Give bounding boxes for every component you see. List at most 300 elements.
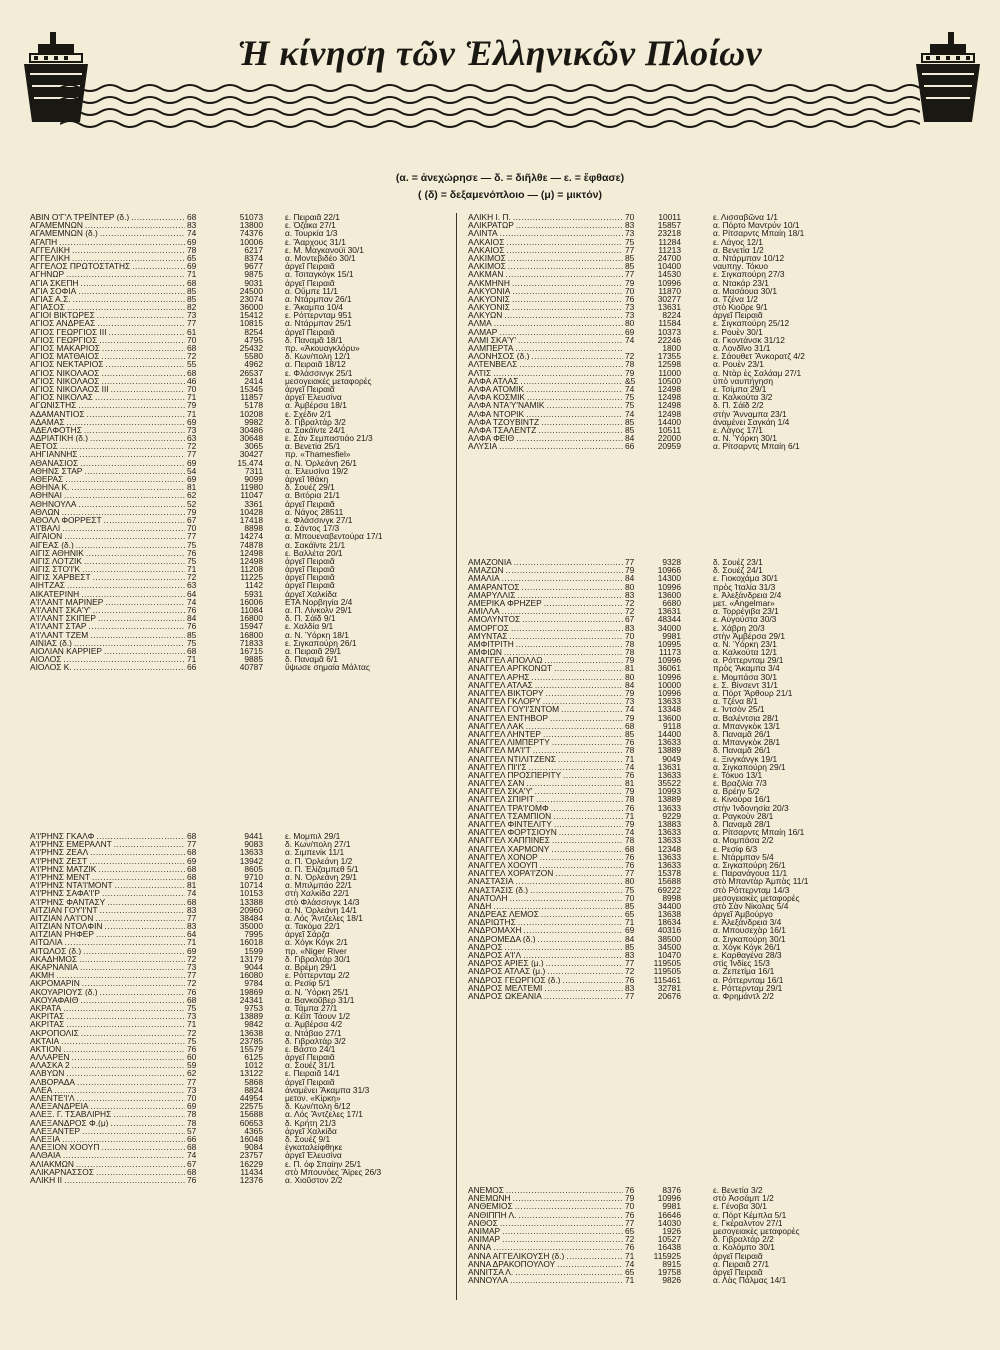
ship-list-block [30, 832, 480, 1184]
ship-name: ΑΘΗΝΑ Κ. ..... [30, 483, 185, 491]
movement-status: α. Π. Ἐλίζαμπεθ 5/1 [285, 863, 359, 874]
build-year: 73 [187, 1011, 197, 1022]
ship-name: ΑΝΝΙΤΣΑ Λ. ..... [468, 1268, 623, 1276]
movement-status: πρὸς Ἰταλία 31/3 [713, 581, 776, 592]
ship-name: ΑΙΓΙΣ ΛΟΤΖΙΚ ..... [30, 557, 185, 565]
ship-name: ΑΛΒΟΡΑΔΑ ..... [30, 1078, 185, 1086]
ship-name: ΑΚΟΥΑΡΙΟΥΣ (δ.) ..... [30, 988, 185, 996]
build-year: 68 [625, 720, 635, 731]
build-year: 70 [187, 1093, 197, 1103]
build-year: 68 [187, 343, 197, 353]
ship-row [468, 583, 918, 591]
ship-row [468, 714, 918, 722]
ship-row [468, 1219, 918, 1227]
ship-row [468, 336, 918, 344]
tonnage: 14400 [657, 728, 681, 739]
movement-status: α. Βιτόρια 21/1 [285, 490, 341, 501]
tonnage: 1142 [244, 580, 263, 591]
build-year: 82 [187, 302, 197, 313]
tonnage: 34400 [657, 900, 681, 911]
movement-status: ἀργεῖ Πειραιᾶ [285, 326, 335, 337]
ship-name: ΑΝΑΓΓΕΛ ΜΑ'Ι'Τ ..... [468, 746, 623, 754]
ship-name: ΑΔΕΛΦΟΤΗΣ ..... [30, 426, 185, 434]
tonnage: 15688 [657, 876, 681, 887]
tonnage: 11000 [658, 367, 681, 378]
ship-name: Α'Ι'ΡΗΝΣ ΝΤΑ'Ι'ΜΟΝΤ ..... [30, 881, 185, 889]
tonnage: 13633 [657, 851, 681, 862]
ship-row [468, 1268, 918, 1276]
movement-status: ἀναμένει Σαγκάη 1/4 [713, 416, 790, 427]
tonnage: 13889 [657, 794, 681, 805]
ship-name: ΑΙΟΛΟΣ ..... [30, 655, 185, 663]
movement-status: α. Ντάρμπαν 10/12 [713, 252, 785, 263]
movement-status: ἀργεῖ Πειραιᾶ [285, 383, 335, 394]
build-year: 46 [187, 375, 197, 386]
tonnage: 10500 [657, 375, 681, 386]
movement-status: α. Κέϊπ Τάουν 1/2 [285, 1011, 351, 1022]
ship-name: ΑΚΤΑΙΑ ..... [30, 1037, 185, 1045]
build-year: 74 [187, 228, 197, 239]
ship-name: ΑΓΩΝΙΣΤΗΣ ..... [30, 401, 185, 409]
movement-status: α. Πειραιᾶ 27/1 [713, 1258, 770, 1269]
tonnage: 4795 [244, 334, 263, 345]
tonnage: 14400 [657, 416, 681, 427]
tonnage: 10714 [239, 880, 263, 891]
movement-status: ἀργεῖ Ἀμβούργο [713, 909, 773, 920]
movement-status: ε. Ρόττερνταμ 29/1 [713, 982, 783, 993]
build-year: 74 [625, 383, 635, 394]
ship-name: ΑΝΘΙΠΠΗ Λ. ..... [468, 1211, 623, 1219]
build-year: 62 [187, 1068, 197, 1079]
build-year: 77 [187, 970, 197, 981]
tonnage: 10428 [239, 506, 263, 517]
ship-name: Α'Ι'ΡΗΝΣ ΜΑΤΖΙΚ ..... [30, 865, 185, 873]
tonnage: 71833 [239, 637, 263, 648]
build-year: 83 [187, 220, 197, 231]
ship-row [468, 360, 918, 368]
ship-row [468, 746, 918, 754]
ship-name: ΑΛΥΣΙΑ ..... [468, 442, 623, 450]
build-year: 78 [187, 1117, 197, 1128]
build-year: 74 [625, 761, 635, 772]
movement-status: ε. Λάγος 12/1 [713, 236, 763, 247]
ship-name: ΑΙΟΛΙΑΝ ΚΑΡΡΙΕΡ ..... [30, 647, 185, 655]
ship-row [468, 820, 918, 828]
build-year: 66 [187, 662, 197, 673]
movement-status: μετον. «Κίρκη» [285, 1093, 341, 1103]
ship-name: ΑΓΓΕΛΙΚΗ ..... [30, 246, 185, 254]
ship-name: ΑΝΑΓΓΕΛ ΣΚΑ'Υ' ..... [468, 787, 623, 795]
build-year: 75 [187, 1002, 197, 1013]
build-year: 68 [187, 831, 197, 841]
build-year: 72 [625, 351, 635, 362]
ship-name: ΑΘΕΡΑΣ ..... [30, 475, 185, 483]
ship-name: Α'Ι'ΡΗΝΣ ΖΕΣΤ ..... [30, 857, 185, 865]
ship-name: ΑΛΙΝΤΑ ..... [468, 229, 623, 237]
movement-status: ε. Τόκυο 13/1 [713, 769, 763, 780]
tonnage: 51073 [239, 212, 263, 222]
ship-row [468, 804, 918, 812]
tonnage: 13633 [657, 835, 681, 846]
tonnage: 16646 [657, 1209, 681, 1220]
movement-status: ε. Ἄαρχους 31/1 [285, 236, 346, 247]
tonnage: 15688 [239, 1109, 263, 1120]
ship-name: ΑΛΚΜΗΝΗ ..... [468, 279, 623, 287]
tonnage: 10373 [657, 326, 681, 337]
movement-status: ἀργεῖ Πειραιᾶ [285, 580, 335, 591]
build-year: 69 [187, 236, 197, 247]
build-year: 77 [187, 1076, 197, 1087]
ship-row [468, 410, 918, 418]
movement-status: α. Ζεπετίμα 16/1 [713, 966, 775, 977]
tonnage: 11584 [658, 318, 681, 329]
ship-row [468, 640, 918, 648]
ship-name: ΑΝΑΓΓΕΛ ΑΤΛΑΣ ..... [468, 681, 623, 689]
movement-status: στὸ Μπουνόες Ἄϊρες 26/3 [285, 1166, 382, 1177]
ship-row [468, 836, 918, 844]
ship-name: ΑΙΚΑΤΕΡΙΝΗ ..... [30, 590, 185, 598]
movement-status: α. Νάγος 28511 [285, 506, 344, 517]
ship-name: ΑΓΙΟΣ ΝΙΚΟΛΑΟΣ ΙΙΙ ..... [30, 385, 185, 393]
tonnage: 10995 [657, 638, 681, 649]
movement-status: α. Καλκούτα 3/2 [713, 392, 773, 403]
ship-row [468, 426, 918, 434]
build-year: 74 [625, 408, 635, 419]
movement-status: δ. Κων/πολη 12/1 [285, 351, 351, 362]
movement-status: α. Οὔμπε 11/1 [285, 285, 338, 296]
movement-status: α. Λός Ἄντζελες 17/1 [285, 1109, 363, 1120]
ship-name: ΑΛΕΞΑΝΔΡΟΣ Φ.(μ) ..... [30, 1119, 185, 1127]
tonnage: 9842 [244, 1019, 263, 1030]
build-year: 72 [625, 1234, 635, 1245]
ship-row [468, 828, 918, 836]
ship-row [468, 632, 918, 640]
ship-name: ΑΛΕΝΤΕ'Ι'Λ ..... [30, 1094, 185, 1102]
tonnage: 10996 [657, 581, 681, 592]
tonnage: 14300 [657, 573, 681, 584]
build-year: 78 [625, 647, 635, 658]
ship-row [468, 352, 918, 360]
ship-name: ΑΛΒΥΩΝ ..... [30, 1069, 185, 1077]
tonnage: 13633 [657, 859, 681, 870]
build-year: 52 [187, 498, 197, 509]
tonnage: 10011 [658, 212, 681, 222]
ship-name: ΑΝΔΡΟΣ ΓΕΩΡΓΙΟΣ (δ.) ..... [468, 976, 623, 984]
build-year: 75 [625, 392, 635, 403]
movement-status: α. Ρεσίφ 5/1 [285, 978, 331, 989]
build-year: 74 [187, 596, 197, 607]
tonnage: 32781 [657, 982, 681, 993]
movement-status: ε. Ντάρμπαν 5/4 [713, 851, 774, 862]
tonnage: 48344 [657, 614, 681, 625]
ship-name: ΑΛΚΥΟΝΙΣ ..... [468, 303, 623, 311]
build-year: 76 [187, 621, 197, 632]
movement-status: ἀργεῖ Πειραιᾶ [713, 1266, 763, 1277]
tonnage: 1599 [244, 945, 263, 956]
build-year: 59 [187, 1060, 197, 1071]
tonnage: 9083 [244, 839, 263, 850]
movement-status: ε. Βραζιλία 7/3 [713, 778, 767, 789]
ship-name: ΑΛΦΑ ΝΤΑ'Υ'ΝΑΜΙΚ ..... [468, 401, 623, 409]
ship-name: ΑΜΟΡΓΟΣ ..... [468, 624, 623, 632]
ship-name: ΑΝΑΓΓΕΛ ΧΑΡΜΟΝΥ ..... [468, 845, 623, 853]
movement-status: ε. Σ. Βίνσεντ 31/1 [713, 679, 778, 690]
movement-status: α. Σιγκαπούρη 30/1 [713, 933, 786, 944]
ship-row [468, 992, 918, 1000]
ship-row [468, 1260, 918, 1268]
tonnage: 13122 [239, 1068, 263, 1079]
ship-name: ΑΜΦΙΤΡΙΤΗ ..... [468, 640, 623, 648]
ship-row [468, 1227, 918, 1235]
ship-name: ΑΝΑΓΓΕΛ ΛΑΚ ..... [468, 722, 623, 730]
movement-status: α. Σακάϊντε 21/1 [285, 539, 346, 550]
ship-name: ΑΛΟΝΗΣΟΣ (δ.) ..... [468, 352, 623, 360]
build-year: 78 [625, 745, 635, 756]
ship-row [468, 779, 918, 787]
ship-name: ΑΝΙΜΑΡ ..... [468, 1235, 623, 1243]
tonnage: 11084 [240, 605, 263, 615]
tonnage: 16048 [239, 1133, 263, 1144]
build-year: 61 [187, 326, 197, 337]
movement-status: ε. Φλάσσινγκ 27/1 [285, 514, 353, 525]
tonnage: 10153 [239, 888, 263, 899]
build-year: 75 [187, 1035, 197, 1046]
build-year: 73 [625, 228, 635, 239]
movement-status: στὸ Σὰν Νίκολας 5/4 [713, 900, 789, 911]
tonnage: 11173 [658, 647, 681, 658]
movement-status: α. Λονδῖνο 31/1 [713, 343, 771, 353]
ship-name: Α'Ι'ΡΗΝΣ ΓΚΑΛΦ ..... [30, 832, 185, 840]
ship-name: ΑΓΗΝΩΡ ..... [30, 270, 185, 278]
ship-name: ΑΓΙΑ ΣΚΕΠΗ ..... [30, 279, 185, 287]
ship-row [468, 959, 918, 967]
tonnage: 9084 [244, 1142, 263, 1153]
tonnage: 10996 [657, 277, 681, 288]
movement-status: ε. Σιγκαπούρη 25/12 [713, 318, 790, 329]
movement-status: α. Ρουὲν 23/1 [713, 359, 764, 370]
ship-row [468, 344, 918, 352]
build-year: 72 [187, 572, 197, 583]
build-year: 71 [625, 917, 635, 928]
build-year: 77 [625, 557, 635, 567]
movement-status: α. Βενετία 25/1 [285, 441, 341, 452]
build-year: 75 [625, 884, 635, 895]
movement-status: α. Μπουσεχὰρ 16/1 [713, 925, 786, 936]
ship-name: ΑΝΑΓΓΕΛ ΧΟΝΟΡ ..... [468, 853, 623, 861]
ship-name: ΑΜΑΛΙΑ ..... [468, 574, 623, 582]
tonnage: 13800 [239, 220, 263, 231]
build-year: 73 [625, 302, 635, 313]
build-year: 73 [625, 310, 635, 321]
tonnage: 15345 [239, 383, 263, 394]
movement-status: α. Ραγκοὺν 28/1 [713, 810, 774, 821]
movement-status: ε. Παρανάγουα 11/1 [713, 868, 788, 879]
ship-name: ΑΔΡΙΑΤΙΚΗ (δ.) ..... [30, 434, 185, 442]
movement-status: ε. Μομπιλ 29/1 [285, 831, 341, 841]
movement-status: α. Π. Ὀρλεάνη 1/2 [285, 855, 353, 866]
ship-row [468, 886, 918, 894]
tonnage: 9044 [244, 962, 263, 972]
movement-status: ἀργεῖ Πειραιᾶ [285, 498, 335, 509]
build-year: 76 [625, 802, 635, 813]
movement-status: α. Ντὰρ ἐς Σαλάαμ 27/1 [713, 367, 802, 378]
ship-list-block [30, 213, 480, 672]
tonnage: 15947 [239, 621, 263, 632]
movement-status: α. Σιγκαπούρη 26/1 [713, 859, 786, 870]
abbreviation-legend [360, 170, 660, 204]
movement-status: δ. Παναμᾶ 28/1 [713, 819, 771, 829]
ship-name: ΑΜΙΛΛΑ ..... [468, 607, 623, 615]
movement-status: α. Ντακάρ 23/1 [713, 277, 769, 288]
legend-line-1: (α. = ἀνεχώρησε — δ. = διῆλθε — ε. = ἔφθασε) [395, 172, 625, 184]
ship-name: ΑΝΑΓΓΕΛ ΠΙ'Ι'Σ ..... [468, 763, 623, 771]
movement-status: ἀργεῖ Ἐλευσίνα [285, 392, 342, 403]
tonnage: 9677 [244, 261, 263, 272]
build-year: 71 [625, 1250, 635, 1261]
build-year: 71 [187, 564, 197, 575]
build-year: 85 [625, 261, 635, 272]
ship-name: ΑΛΑΣΚΑ 2 ..... [30, 1061, 185, 1069]
tonnage: 15.474 [237, 457, 263, 468]
build-year: 73 [187, 310, 197, 321]
movement-status: ε. Ἄκαμπα 10/4 [285, 302, 344, 313]
build-year: 71 [187, 408, 197, 419]
movement-status: α. Πόρτ Ἄρθουρ 21/1 [713, 688, 793, 698]
ship-name: ΑΛΕΞΑΝΤΕΡ ..... [30, 1127, 185, 1135]
movement-status: α. Ν. Ὀρλεάνη 14/1 [285, 904, 357, 915]
movement-status: α. Τζένα 1/2 [713, 293, 758, 304]
build-year: 73 [625, 696, 635, 707]
movement-status: ε. Ρόττερνταμ 2/2 [285, 970, 350, 981]
tonnage: 12498 [657, 383, 681, 394]
ship-name: Α'Ι'ΡΗΝΣ ΖΕΑΛ ..... [30, 848, 185, 856]
ship-name: ΑΝΔΗ ..... [468, 902, 623, 910]
ship-name: ΑΝΑΓΓΕΛ ΑΠΟΛΛΩ ..... [468, 656, 623, 664]
build-year: 76 [187, 547, 197, 558]
build-year: 72 [187, 351, 197, 362]
movement-status: α. Μπανγκὸκ 28/1 [713, 737, 781, 748]
tonnage: 23218 [657, 228, 681, 239]
ship-name: ΑΚΡΟΜΑΡΙΝ ..... [30, 979, 185, 987]
movement-status: ἀναμένει Ἄκαμπα 31/3 [285, 1084, 370, 1095]
build-year: 60 [187, 1052, 197, 1063]
movement-status: ε. Βαλλέτα 20/1 [285, 547, 343, 558]
tonnage: 38484 [239, 912, 263, 923]
tonnage: 15378 [657, 868, 681, 879]
ship-name: ΑΚΡΙΤΑΣ ..... [30, 1020, 185, 1028]
ship-name: ΑΛΕΞΑΝΔΡΕΙΑ ..... [30, 1102, 185, 1110]
tonnage: 8824 [244, 1084, 263, 1095]
ship-name: Α'Ι'ΛΑΝΤ ΣΚΑ'Υ' ..... [30, 606, 185, 614]
tonnage: 60653 [239, 1117, 263, 1128]
build-year: 77 [625, 269, 635, 280]
ship-name: ΑΝΔΡΕΑΣ ΛΕΜΟΣ ..... [468, 910, 623, 918]
build-year: 73 [187, 1084, 197, 1095]
tonnage: 19869 [239, 986, 263, 997]
tonnage: 8998 [662, 892, 681, 903]
movement-status: ε. Ρόττερνταμ 951 [285, 310, 352, 321]
movement-status: α. Ἀμβέρσα 18/1 [285, 400, 347, 411]
tonnage: 10993 [657, 786, 681, 797]
ship-name: ΑΓΙΟΣ ΑΝΔΡΕΑΣ ..... [30, 319, 185, 327]
ship-name: ΑΓΙΟΣ ΜΑΤΘΑΙΟΣ ..... [30, 352, 185, 360]
ship-name: ΑΛΕΞ. Γ. ΤΣΑΒΛΙΡΗΣ ..... [30, 1110, 185, 1118]
movement-status: α. Ν. Ὑόρκη 25/1 [285, 986, 349, 997]
tonnage: 5580 [244, 351, 263, 362]
movement-status: α. Ρίτσαρντς Μπαίη 18/1 [713, 228, 805, 239]
movement-status: α. Μπιλμπάο 22/1 [285, 880, 352, 891]
tonnage: 10996 [657, 688, 681, 698]
build-year: 76 [187, 986, 197, 997]
ship-name: ΑΙΤΖΙΑΝ ΡΗΦΕΡ ..... [30, 930, 185, 938]
ship-name: ΑΝΑΓΓΕΛ ΑΡΓΚΟΝΩΤ ..... [468, 664, 623, 672]
build-year: 74 [625, 1258, 635, 1269]
tonnage: 11225 [240, 572, 263, 583]
ship-row [468, 270, 918, 278]
tonnage: 12598 [657, 359, 681, 370]
tonnage: 8376 [662, 1185, 681, 1195]
ship-name: ΑΛΦΑ ΚΟΣΜΙΚ ..... [468, 393, 623, 401]
movement-status: ε. Ρουὲν 30/1 [713, 326, 763, 337]
ship-name: ΑΛΚΑΙΟΣ ..... [468, 246, 623, 254]
ship-row [468, 755, 918, 763]
ship-name: ΑΝΔΡΟΣ ΩΚΕΑΝΙΑ ..... [468, 992, 623, 1000]
ship-name: ΑΝΑΓΓΕΛ ΕΝΤΗΒΟΡ ..... [468, 714, 623, 722]
build-year: 79 [625, 565, 635, 576]
build-year: 71 [187, 654, 197, 665]
build-year: 78 [187, 1109, 197, 1120]
ship-row [468, 615, 918, 623]
ship-row [468, 976, 918, 984]
tonnage: 3065 [244, 441, 263, 452]
ship-name: ΑΓΙΑ ΣΟΦΙΑ ..... [30, 287, 185, 295]
movement-status: α. Τζένα 8/1 [713, 696, 758, 707]
movement-status: δ. Σουέζ 24/1 [713, 565, 763, 576]
movement-status: α. Σιγκαπούρη 29/1 [713, 761, 786, 772]
ship-row [468, 656, 918, 664]
ship-name: ΑΝΕΜΟΣ ..... [468, 1186, 623, 1194]
build-year: 85 [625, 900, 635, 911]
build-year: 68 [187, 212, 197, 222]
movement-status: ἀργεῖ Χαλκίδα [285, 1125, 337, 1136]
build-year: 84 [625, 933, 635, 944]
ship-row [468, 303, 918, 311]
build-year: 84 [625, 433, 635, 444]
ship-row [468, 574, 918, 582]
tonnage: 14530 [657, 269, 681, 280]
build-year: 77 [625, 868, 635, 879]
ship-name: ΑΓΙΟΣ ΝΙΚΟΛΑΟΣ ..... [30, 369, 185, 377]
tonnage: 34500 [657, 941, 681, 952]
movement-status: ἀργεῖ Πειραιᾶ [713, 310, 763, 321]
ship-name: ΑΓΙΑΣΟΣ ..... [30, 303, 185, 311]
movement-status: ε. Ἀλεξάνδρεια 2/4 [713, 589, 782, 600]
movement-status: α. Μομπάσα 2/2 [713, 835, 774, 846]
ship-name: ΑΓΓΕΛΟΣ ΠΡΩΤΟΣΤΑΤΗΣ ..... [30, 262, 185, 270]
build-year: 83 [625, 220, 635, 231]
movement-status: ἀργεῖ Σάρζα [285, 929, 330, 940]
tonnage: 10815 [239, 318, 263, 329]
movement-status: α. Σιμπενίκ 11/1 [285, 847, 345, 858]
ship-right-icon [912, 30, 984, 130]
movement-status: α. Ντάβαο 27/1 [285, 1027, 342, 1038]
build-year: 68 [625, 843, 635, 854]
movement-status: πρ. «Niger River [285, 945, 347, 956]
movement-status: α. Σουέζ 31/1 [285, 1060, 335, 1071]
build-year: 84 [187, 613, 197, 624]
ship-name: ΑΝΑΓΓΕΛ ΝΤΙΛΙΤΖΕΝΣ ..... [468, 755, 623, 763]
movement-status: ἀργεῖ Πειραιᾶ [285, 555, 335, 566]
